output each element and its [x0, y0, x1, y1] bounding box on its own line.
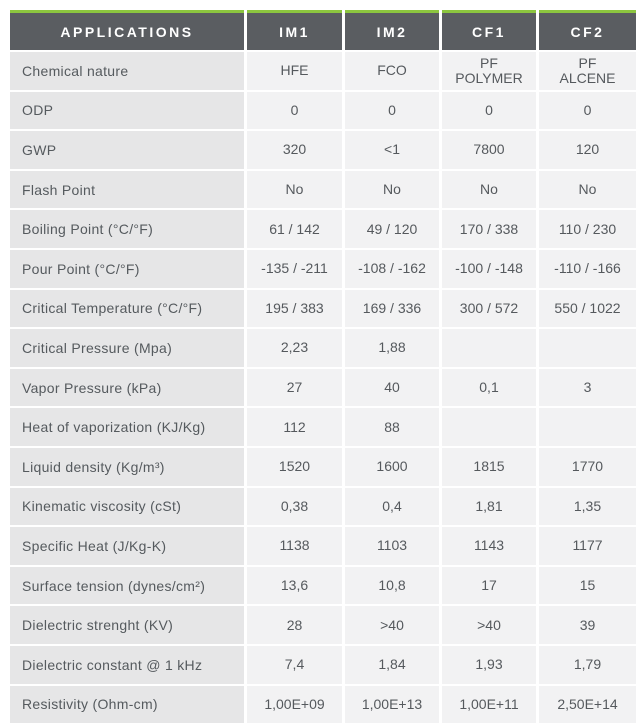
- table-cell: 1143: [442, 527, 536, 565]
- table-cell: 1,79: [539, 646, 636, 684]
- row-label: Critical Temperature (°C/°F): [10, 290, 244, 328]
- table-cell: 320: [247, 131, 342, 169]
- header-applications: APPLICATIONS: [10, 10, 244, 50]
- row-label: Specific Heat (J/Kg-K): [10, 527, 244, 565]
- table-cell: 1,35: [539, 488, 636, 526]
- table-cell: 1138: [247, 527, 342, 565]
- table-cell: No: [442, 171, 536, 209]
- table-cell: >40: [442, 606, 536, 644]
- table-cell: 300 / 572: [442, 290, 536, 328]
- table-cell: -135 / -211: [247, 250, 342, 288]
- table-cell: 17: [442, 567, 536, 605]
- header-im2: IM2: [345, 10, 439, 50]
- table-cell: 1,84: [345, 646, 439, 684]
- row-label: Dielectric strenght (KV): [10, 606, 244, 644]
- properties-table: [10, 10, 636, 723]
- table-cell: 0,38: [247, 488, 342, 526]
- table-cell: 1,00E+09: [247, 686, 342, 724]
- table-cell: 7800: [442, 131, 536, 169]
- row-label: Dielectric constant @ 1 kHz: [10, 646, 244, 684]
- table-cell: 2,23: [247, 329, 342, 367]
- row-label: Liquid density (Kg/m³): [10, 448, 244, 486]
- row-label: ODP: [10, 92, 244, 130]
- table-cell: 1,93: [442, 646, 536, 684]
- row-label: Vapor Pressure (kPa): [10, 369, 244, 407]
- table-cell: 0,1: [442, 369, 536, 407]
- table-cell: 61 / 142: [247, 210, 342, 248]
- table-cell: No: [345, 171, 439, 209]
- table-cell: 1520: [247, 448, 342, 486]
- table-cell: 88: [345, 408, 439, 446]
- table-cell: 0,4: [345, 488, 439, 526]
- row-label: Heat of vaporization (KJ/Kg): [10, 408, 244, 446]
- row-label: Flash Point: [10, 171, 244, 209]
- row-label: Surface tension (dynes/cm²): [10, 567, 244, 605]
- table-cell: 169 / 336: [345, 290, 439, 328]
- table-cell: 0: [539, 92, 636, 130]
- row-label: Chemical nature: [10, 52, 244, 90]
- table-cell: No: [247, 171, 342, 209]
- table-cell: 0: [247, 92, 342, 130]
- table-cell: <1: [345, 131, 439, 169]
- table-cell: 0: [442, 92, 536, 130]
- table-cell: 0: [345, 92, 439, 130]
- table-cell: >40: [345, 606, 439, 644]
- table-cell: 1,00E+13: [345, 686, 439, 724]
- table-cell: 7,4: [247, 646, 342, 684]
- table-cell: 1770: [539, 448, 636, 486]
- table-cell: 13,6: [247, 567, 342, 605]
- table-cell: 15: [539, 567, 636, 605]
- row-label: Boiling Point (°C/°F): [10, 210, 244, 248]
- table-cell: 170 / 338: [442, 210, 536, 248]
- table-cell: 49 / 120: [345, 210, 439, 248]
- table-cell: [539, 329, 636, 367]
- table-cell: 39: [539, 606, 636, 644]
- header-cf2: CF2: [539, 10, 636, 50]
- table-cell: 2,50E+14: [539, 686, 636, 724]
- header-cf1: CF1: [442, 10, 536, 50]
- table-cell: 120: [539, 131, 636, 169]
- table-cell: 1103: [345, 527, 439, 565]
- table-cell: 1600: [345, 448, 439, 486]
- table-cell: 40: [345, 369, 439, 407]
- table-cell: -100 / -148: [442, 250, 536, 288]
- row-label: Critical Pressure (Mpa): [10, 329, 244, 367]
- table-cell: 195 / 383: [247, 290, 342, 328]
- table-cell: 27: [247, 369, 342, 407]
- table-cell: 3: [539, 369, 636, 407]
- table-cell: 1,00E+11: [442, 686, 536, 724]
- table-cell: 28: [247, 606, 342, 644]
- table-cell: 10,8: [345, 567, 439, 605]
- row-label: Pour Point (°C/°F): [10, 250, 244, 288]
- row-label: Kinematic viscosity (cSt): [10, 488, 244, 526]
- row-label: GWP: [10, 131, 244, 169]
- table-cell: FCO: [345, 52, 439, 90]
- table-cell: 1815: [442, 448, 536, 486]
- table-cell: [539, 408, 636, 446]
- table-cell: HFE: [247, 52, 342, 90]
- row-label: Resistivity (Ohm-cm): [10, 686, 244, 724]
- table-cell: 1,81: [442, 488, 536, 526]
- header-im1: IM1: [247, 10, 342, 50]
- table-cell: PF ALCENE: [539, 52, 636, 90]
- table-cell: [442, 408, 536, 446]
- table-cell: 112: [247, 408, 342, 446]
- table-cell: 1,88: [345, 329, 439, 367]
- table-cell: No: [539, 171, 636, 209]
- table-cell: -108 / -162: [345, 250, 439, 288]
- table-cell: 110 / 230: [539, 210, 636, 248]
- table-cell: PF POLYMER: [442, 52, 536, 90]
- table-cell: 1177: [539, 527, 636, 565]
- table-cell: [442, 329, 536, 367]
- table-cell: 550 / 1022: [539, 290, 636, 328]
- table-cell: -110 / -166: [539, 250, 636, 288]
